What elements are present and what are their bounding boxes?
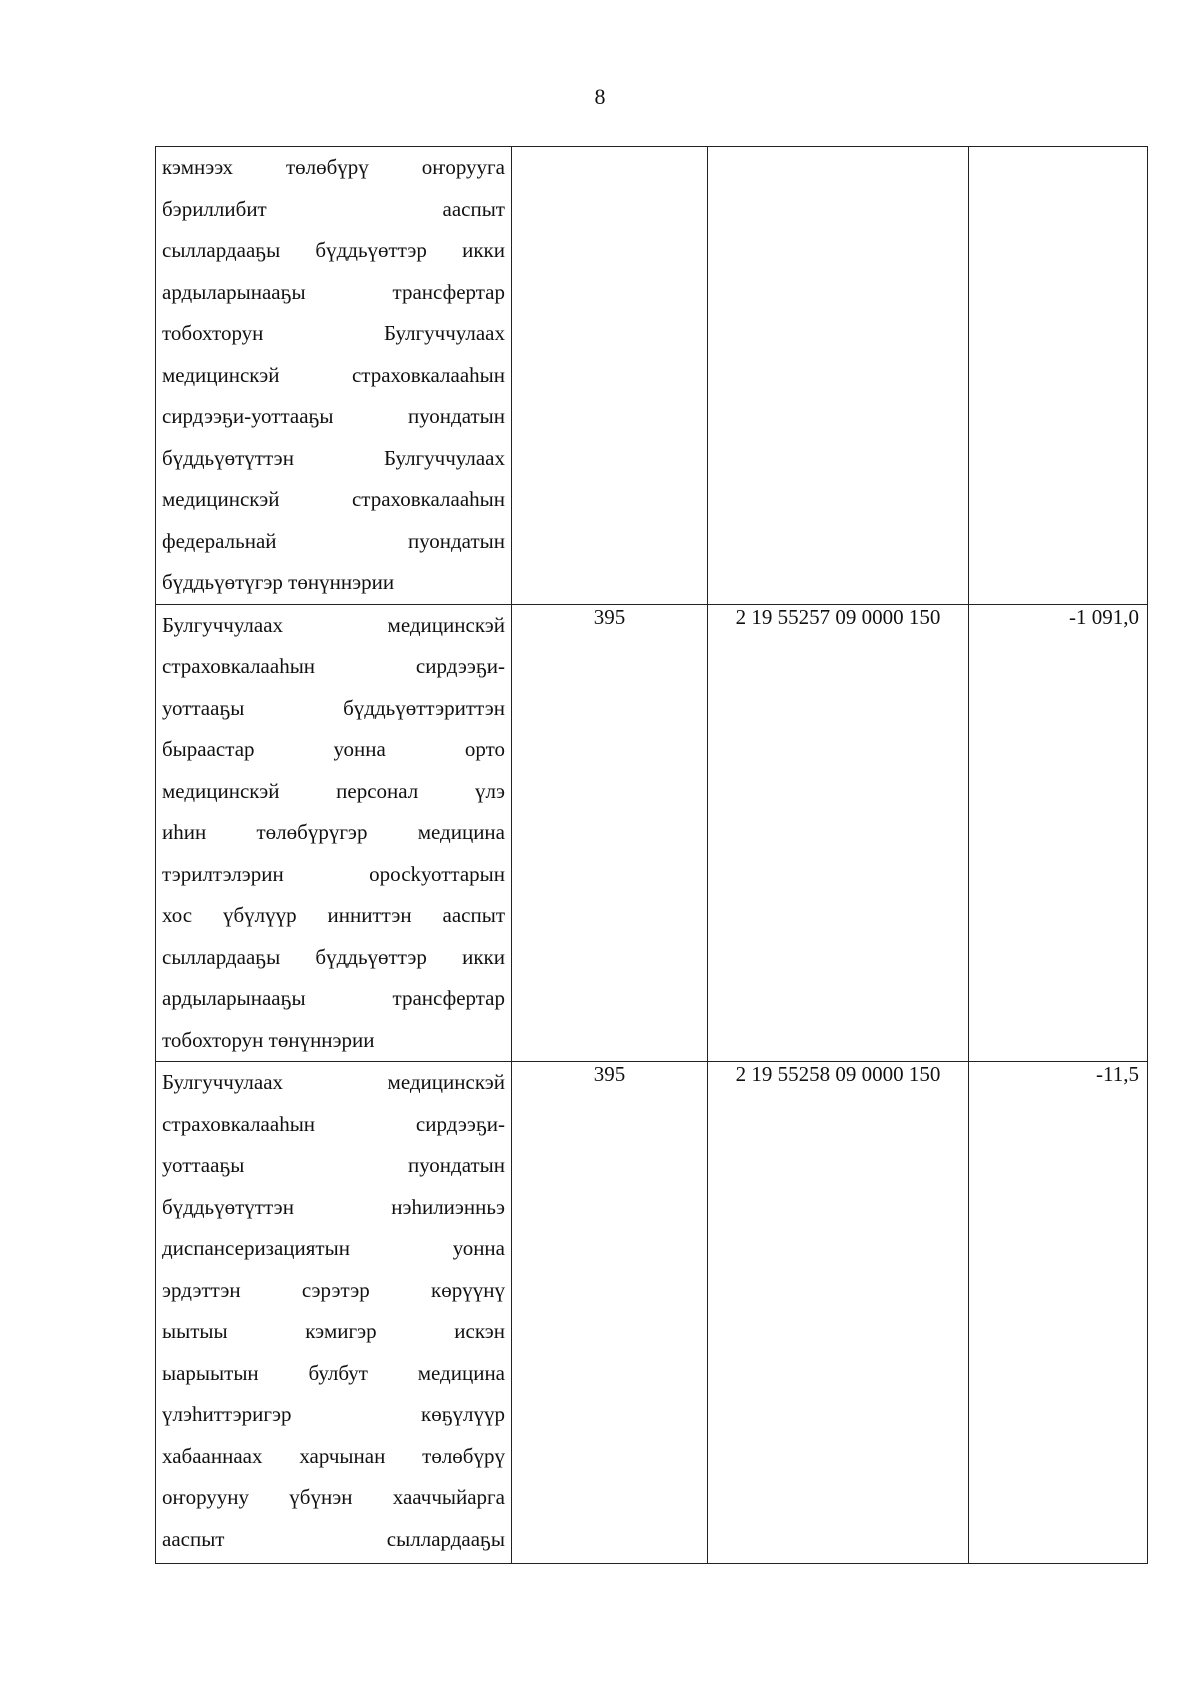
description-line: ардыларынааҕы трансфертар bbox=[162, 986, 505, 1010]
description-cell bbox=[156, 604, 512, 1062]
description-line: бэриллибит aacпыт bbox=[162, 196, 505, 221]
admin-code-cell bbox=[512, 147, 708, 605]
description-line: иһин төлөбүрүгэр медицина bbox=[162, 820, 505, 844]
description-line: aacпыт сыллардааҕы bbox=[162, 1526, 505, 1551]
description-line: сыллардааҕы бүддьүөттэр икки bbox=[162, 238, 505, 262]
description-line: үлэһиттэригэр көҕүлүүр bbox=[162, 1402, 505, 1426]
description-line: Булгуччулаах медицинскэй bbox=[162, 612, 505, 637]
amount-cell bbox=[969, 147, 1148, 605]
description-line: хабааннаах харчынан төлөбүрү bbox=[162, 1443, 505, 1468]
description-line: быраастар уонна орто bbox=[162, 737, 505, 761]
description-line: диспансеризациятын уонна bbox=[162, 1236, 505, 1260]
description-line: медицинскэй страховкалааһын bbox=[162, 362, 505, 387]
description-line: бүддьүөтүгэр төнүннэрии bbox=[162, 570, 395, 594]
description-line: федеральнай пуондатын bbox=[162, 528, 505, 553]
description-line: страховкалааһын сирдээҕи- bbox=[162, 654, 505, 678]
amount-cell bbox=[969, 1062, 1148, 1564]
admin-code-cell: 395 bbox=[512, 1062, 708, 1564]
description-line: тобохторун төнүннэрии bbox=[162, 1027, 375, 1052]
table-row bbox=[156, 1062, 1148, 1564]
description-line: хос үбүлүүр инниттэн aacпыт bbox=[162, 903, 505, 927]
description-line: Булгуччулаах медицинскэй bbox=[162, 1070, 505, 1094]
description-line: медицинскэй персонал үлэ bbox=[162, 778, 505, 803]
description-line: ыарыытын булбут медицина bbox=[162, 1360, 505, 1385]
page-number: 8 bbox=[594, 84, 606, 109]
description-cell bbox=[156, 147, 512, 605]
description-line: уоттааҕы пуондатын bbox=[162, 1153, 505, 1177]
description-line: бүддьүөтүттэн Булгуччулаах bbox=[162, 445, 505, 470]
description-line: уоттааҕы бүддьүөттэриттэн bbox=[162, 695, 505, 720]
admin-code-cell: 395 bbox=[512, 604, 708, 1062]
description-line: тобохторун Булгуччулаах bbox=[162, 321, 505, 345]
budget-code-cell: 2 19 55257 09 0000 150 bbox=[708, 604, 969, 1062]
table-row bbox=[156, 147, 1148, 605]
description-line: ардыларынааҕы трансфертар bbox=[162, 279, 505, 304]
description-line: сыллардааҕы бүддьүөттэр икки bbox=[162, 944, 505, 969]
amount-cell bbox=[969, 604, 1148, 1062]
budget-code-cell: 2 19 55258 09 0000 150 bbox=[708, 1062, 969, 1564]
description-line: страховкалааһын сирдээҕи- bbox=[162, 1111, 505, 1136]
description-line: оҥорууну үбүнэн хааччыйарга bbox=[162, 1485, 505, 1509]
description-cell bbox=[156, 1062, 512, 1564]
description-line: ыытыы кэмигэр искэн bbox=[162, 1319, 505, 1343]
description-line: эрдэттэн сэрэтэр көрүүнү bbox=[162, 1277, 505, 1302]
amount-value: -11,5 bbox=[1096, 1062, 1139, 1086]
description-line: сирдээҕи-уоттааҕы пуондатын bbox=[162, 404, 505, 428]
amount-value: -1 091,0 bbox=[1069, 604, 1139, 629]
budget-code-cell bbox=[708, 147, 969, 605]
description-line: медицинскэй страховкалааһын bbox=[162, 487, 505, 511]
description-line: бүддьүөтүттэн нэһилиэнньэ bbox=[162, 1194, 505, 1219]
table-row bbox=[156, 604, 1148, 1062]
budget-table bbox=[155, 146, 1148, 1564]
description-line: кэмнээх төлөбүрү оҥоруугa bbox=[162, 155, 505, 179]
description-line: тэрилтэлэрин оросkуоттарын bbox=[162, 861, 505, 886]
